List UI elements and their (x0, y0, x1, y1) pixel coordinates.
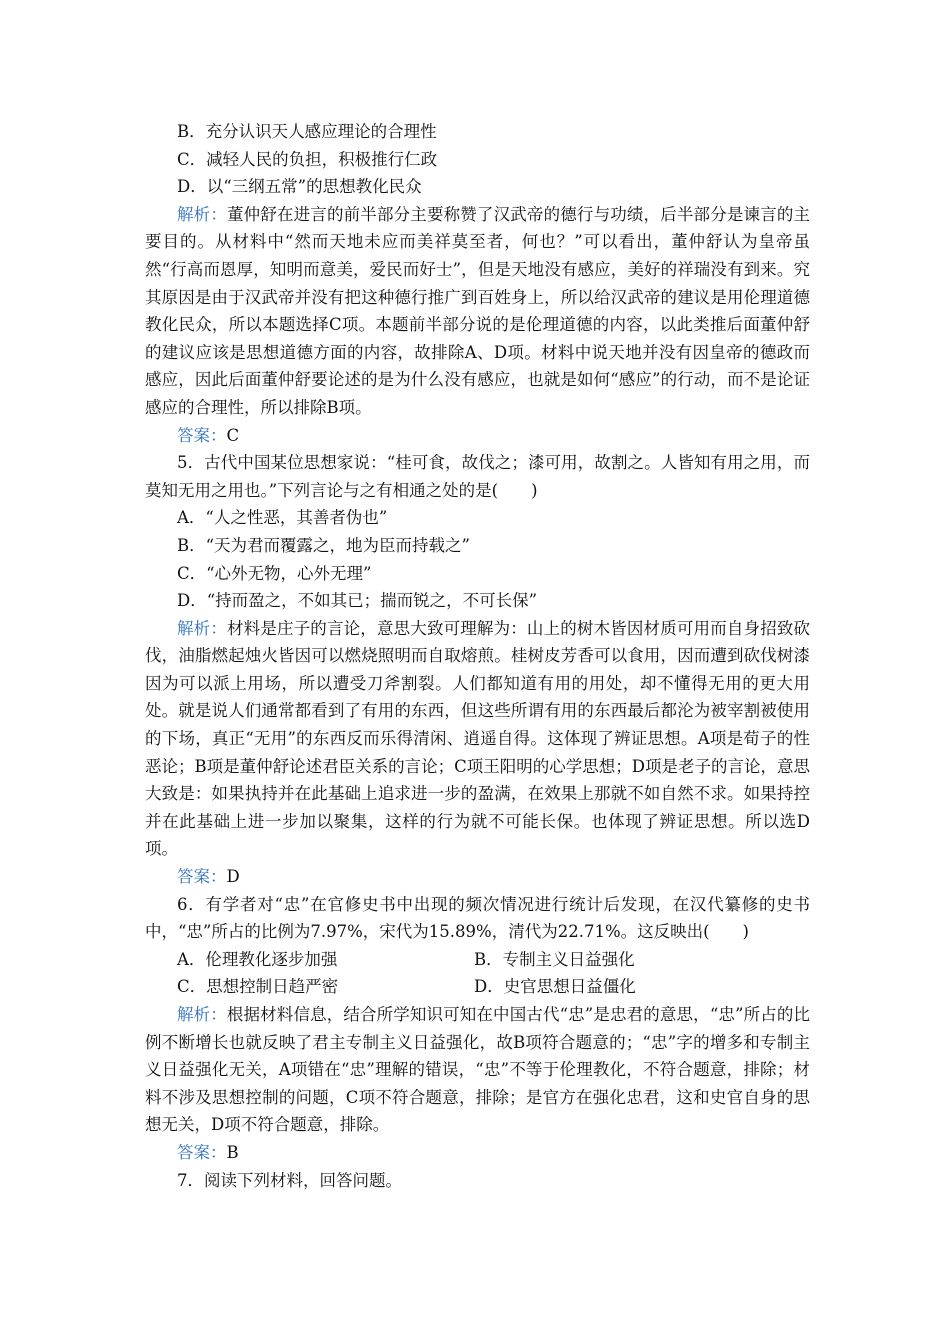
answer-label: 答案： (177, 1142, 227, 1162)
q5-option-b: B．“天为君而覆露之，地为臣而持载之” (177, 535, 470, 555)
q5-answer (145, 863, 810, 891)
q4-answer (145, 422, 810, 450)
q4-option-c: C．减轻人民的负担，积极推行仁政 (177, 149, 438, 169)
analysis-label: 解析： (177, 618, 227, 638)
q5-analysis-text: 材料是庄子的言论，意思大致可理解为：山上的树木皆因材质可用而自身招致砍伐，油脂燃起烛火皆因可以燃烧照明而自取熔煎。桂树皮芳香可以食用，因而遭到砍伐树漆因为可以派上用场，所以遭受刀斧割裂。人们都知道有用的用处，却不懂得无用的更大用处。就是说人们通常都看到了有用的东西，但这些所谓有用的东西最后都沦为被宰割被使用的下场，真正“无用”的东西反而乐得清闲、逍遥自得。这体现了辨证思想。A项是荀子的性恶论；B项是董仲舒论述君臣关系的言论；C项王阳明的心学思想；D项是老子的言论，意思大致是：如果执持并在此基础上追求进一步的盈满，在效果上那就不如自然不求。如果持控并在此基础上进一步加以聚集，这样的行为就不可能长保。也体现了辨证思想。所以选D项。 (145, 618, 811, 859)
q4-answer-value: C (226, 425, 240, 445)
q6-answer (145, 1139, 810, 1167)
q4-analysis-text: 董仲舒在进言的前半部分主要称赞了汉武帝的德行与功绩，后半部分是谏言的主要目的。从材料中“然而天地未应而美祥莫至者，何也？”可以看出，董仲舒认为皇帝虽然“行高而恩厚，知明而意美，爱民而好士”，但是天地没有感应，美好的祥瑞没有到来。究其原因是由于汉武帝并没有把这种德行推广到百姓身上，所以给汉武帝的建议是用伦理道德教化民众，所以本题选择C项。本题前半部分说的是伦理道德的内容，以此类推后面董仲舒的建议应该是思想道德方面的内容，故排除A、D项。材料中说天地并没有因皇帝的德政而感应，因此后面董仲舒要论述的是为什么没有感应，也就是如何“感应”的行动，而不是论证感应的合理性，所以排除B项。 (145, 204, 811, 417)
q6-option-d: D．史官思想日益僵化 (474, 977, 636, 997)
q6-analysis (145, 1001, 810, 1139)
q6-option-b: B．专制主义日益强化 (474, 949, 635, 969)
q4-option-d: D．以“三纲五常”的思想教化民众 (177, 177, 422, 197)
q6-stem: 6．有学者对“忠”在官修史书中出现的频次情况进行统计后发现，在汉代纂修的史书中，“忠”所占的比例为7.97%，宋代为15.89%，清代为22.71%。这反映出( ) (145, 894, 810, 942)
q5-stem: 5．古代中国某位思想家说：“桂可食，故伐之；漆可用，故割之。人皆知有用之用，而莫知无用之用也。”下列言论与之有相通之处的是( ) (145, 453, 810, 500)
q6-options-row-2 (145, 973, 810, 1001)
document-page (145, 118, 810, 1194)
q4-analysis (145, 201, 810, 422)
analysis-label: 解析： (177, 1005, 227, 1024)
q6-analysis-text: 根据材料信息，结合所学知识可知在中国古代“忠”是忠君的意思，“忠”所占的比例不断增长也就反映了君主专制主义日益强化，故B项符合题意的；“忠”字的增多和专制主义日益强化无关，A项错在“忠”理解的错误，“忠”不等于伦理教化，不符合题意，排除；材料不涉及思想控制的问题，C项不符合题意，排除；是官方在强化忠君，这和史官自身的思想无关，D项不符合题意，排除。 (145, 1005, 810, 1135)
q6-option-c: C．思想控制日趋严密 (177, 977, 339, 997)
answer-label: 答案： (177, 425, 227, 445)
q5-option-d: D．“持而盈之，不如其已；揣而锐之，不可长保” (177, 591, 538, 611)
q5-option-a: A．“人之性恶，其善者伪也” (177, 508, 388, 528)
q6-options-row-1 (145, 946, 810, 974)
q5-analysis (145, 615, 810, 863)
q4-option-b: B．充分认识天人感应理论的合理性 (177, 122, 437, 141)
analysis-label: 解析： (177, 204, 227, 224)
q5-answer-value: D (226, 867, 240, 887)
q5-option-c: C．“心外无物，心外无理” (177, 563, 372, 583)
q7-stem: 7．阅读下列材料，回答问题。 (177, 1170, 402, 1190)
q6-option-a: A．伦理教化逐步加强 (177, 949, 338, 969)
answer-label: 答案： (177, 867, 227, 887)
q6-answer-value: B (226, 1142, 239, 1162)
